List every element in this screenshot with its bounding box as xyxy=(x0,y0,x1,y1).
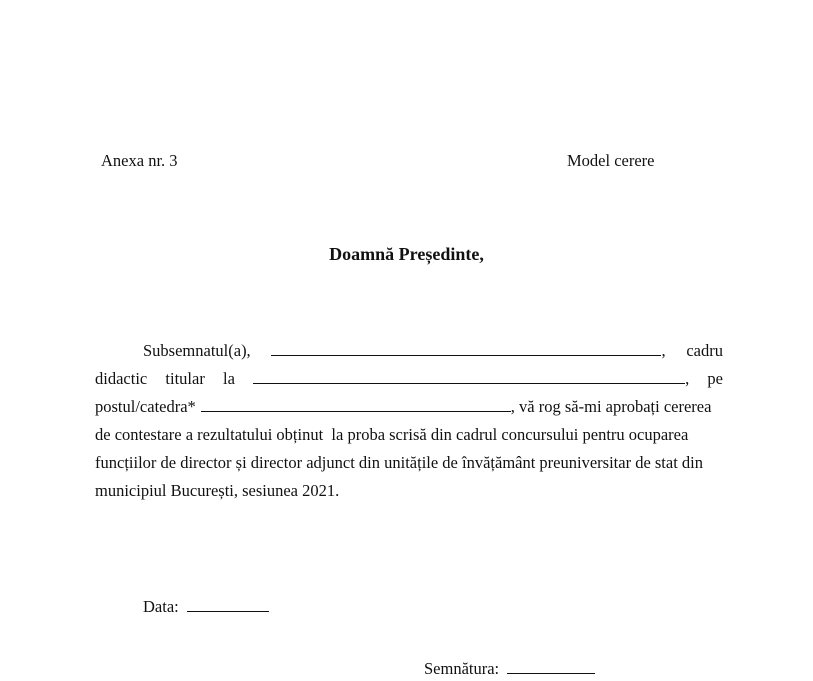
body-text-4: de contestare a rezultatului obținut la proba scrisă din cadrul concursului pentru ocuparea xyxy=(95,425,689,444)
word-pe: pe xyxy=(707,369,723,388)
word-titular: titular xyxy=(165,369,205,388)
post-label: postul/catedra* xyxy=(95,397,196,416)
body-line-6 xyxy=(95,481,723,505)
date-field xyxy=(143,597,269,617)
undersigned-label: Subsemnatul(a), xyxy=(143,341,251,360)
name-blank[interactable] xyxy=(271,341,661,356)
body-line-5 xyxy=(95,453,723,477)
body-text-5: funcțiilor de director și director adjunct din unitățile de învățământ preuniversitar de stat din xyxy=(95,453,704,472)
request-text: , vă rog să-mi aprobați cererea xyxy=(510,397,712,416)
word-la: la xyxy=(222,369,235,388)
body-line-3 xyxy=(95,397,723,421)
body-line-1 xyxy=(95,341,723,365)
signature-blank[interactable] xyxy=(507,659,595,674)
signature-label: Semnătura: xyxy=(424,659,500,678)
form-model-label: Model cerere xyxy=(567,151,655,170)
comma: , xyxy=(661,341,666,360)
signature-field xyxy=(424,659,595,679)
date-blank[interactable] xyxy=(187,597,269,612)
body-text-6: municipiul București, sesiunea 2021. xyxy=(95,481,340,500)
word-cadru: cadru xyxy=(686,341,723,360)
date-label: Data: xyxy=(143,597,179,616)
post-blank[interactable] xyxy=(201,397,511,412)
annex-number: Anexa nr. 3 xyxy=(101,151,178,170)
comma: , xyxy=(685,369,690,388)
body-line-2 xyxy=(95,369,723,393)
body-line-4 xyxy=(95,425,723,449)
salutation-title: Doamnă Președinte, xyxy=(329,244,484,264)
institution-blank[interactable] xyxy=(253,369,685,384)
word-didactic: didactic xyxy=(95,369,148,388)
